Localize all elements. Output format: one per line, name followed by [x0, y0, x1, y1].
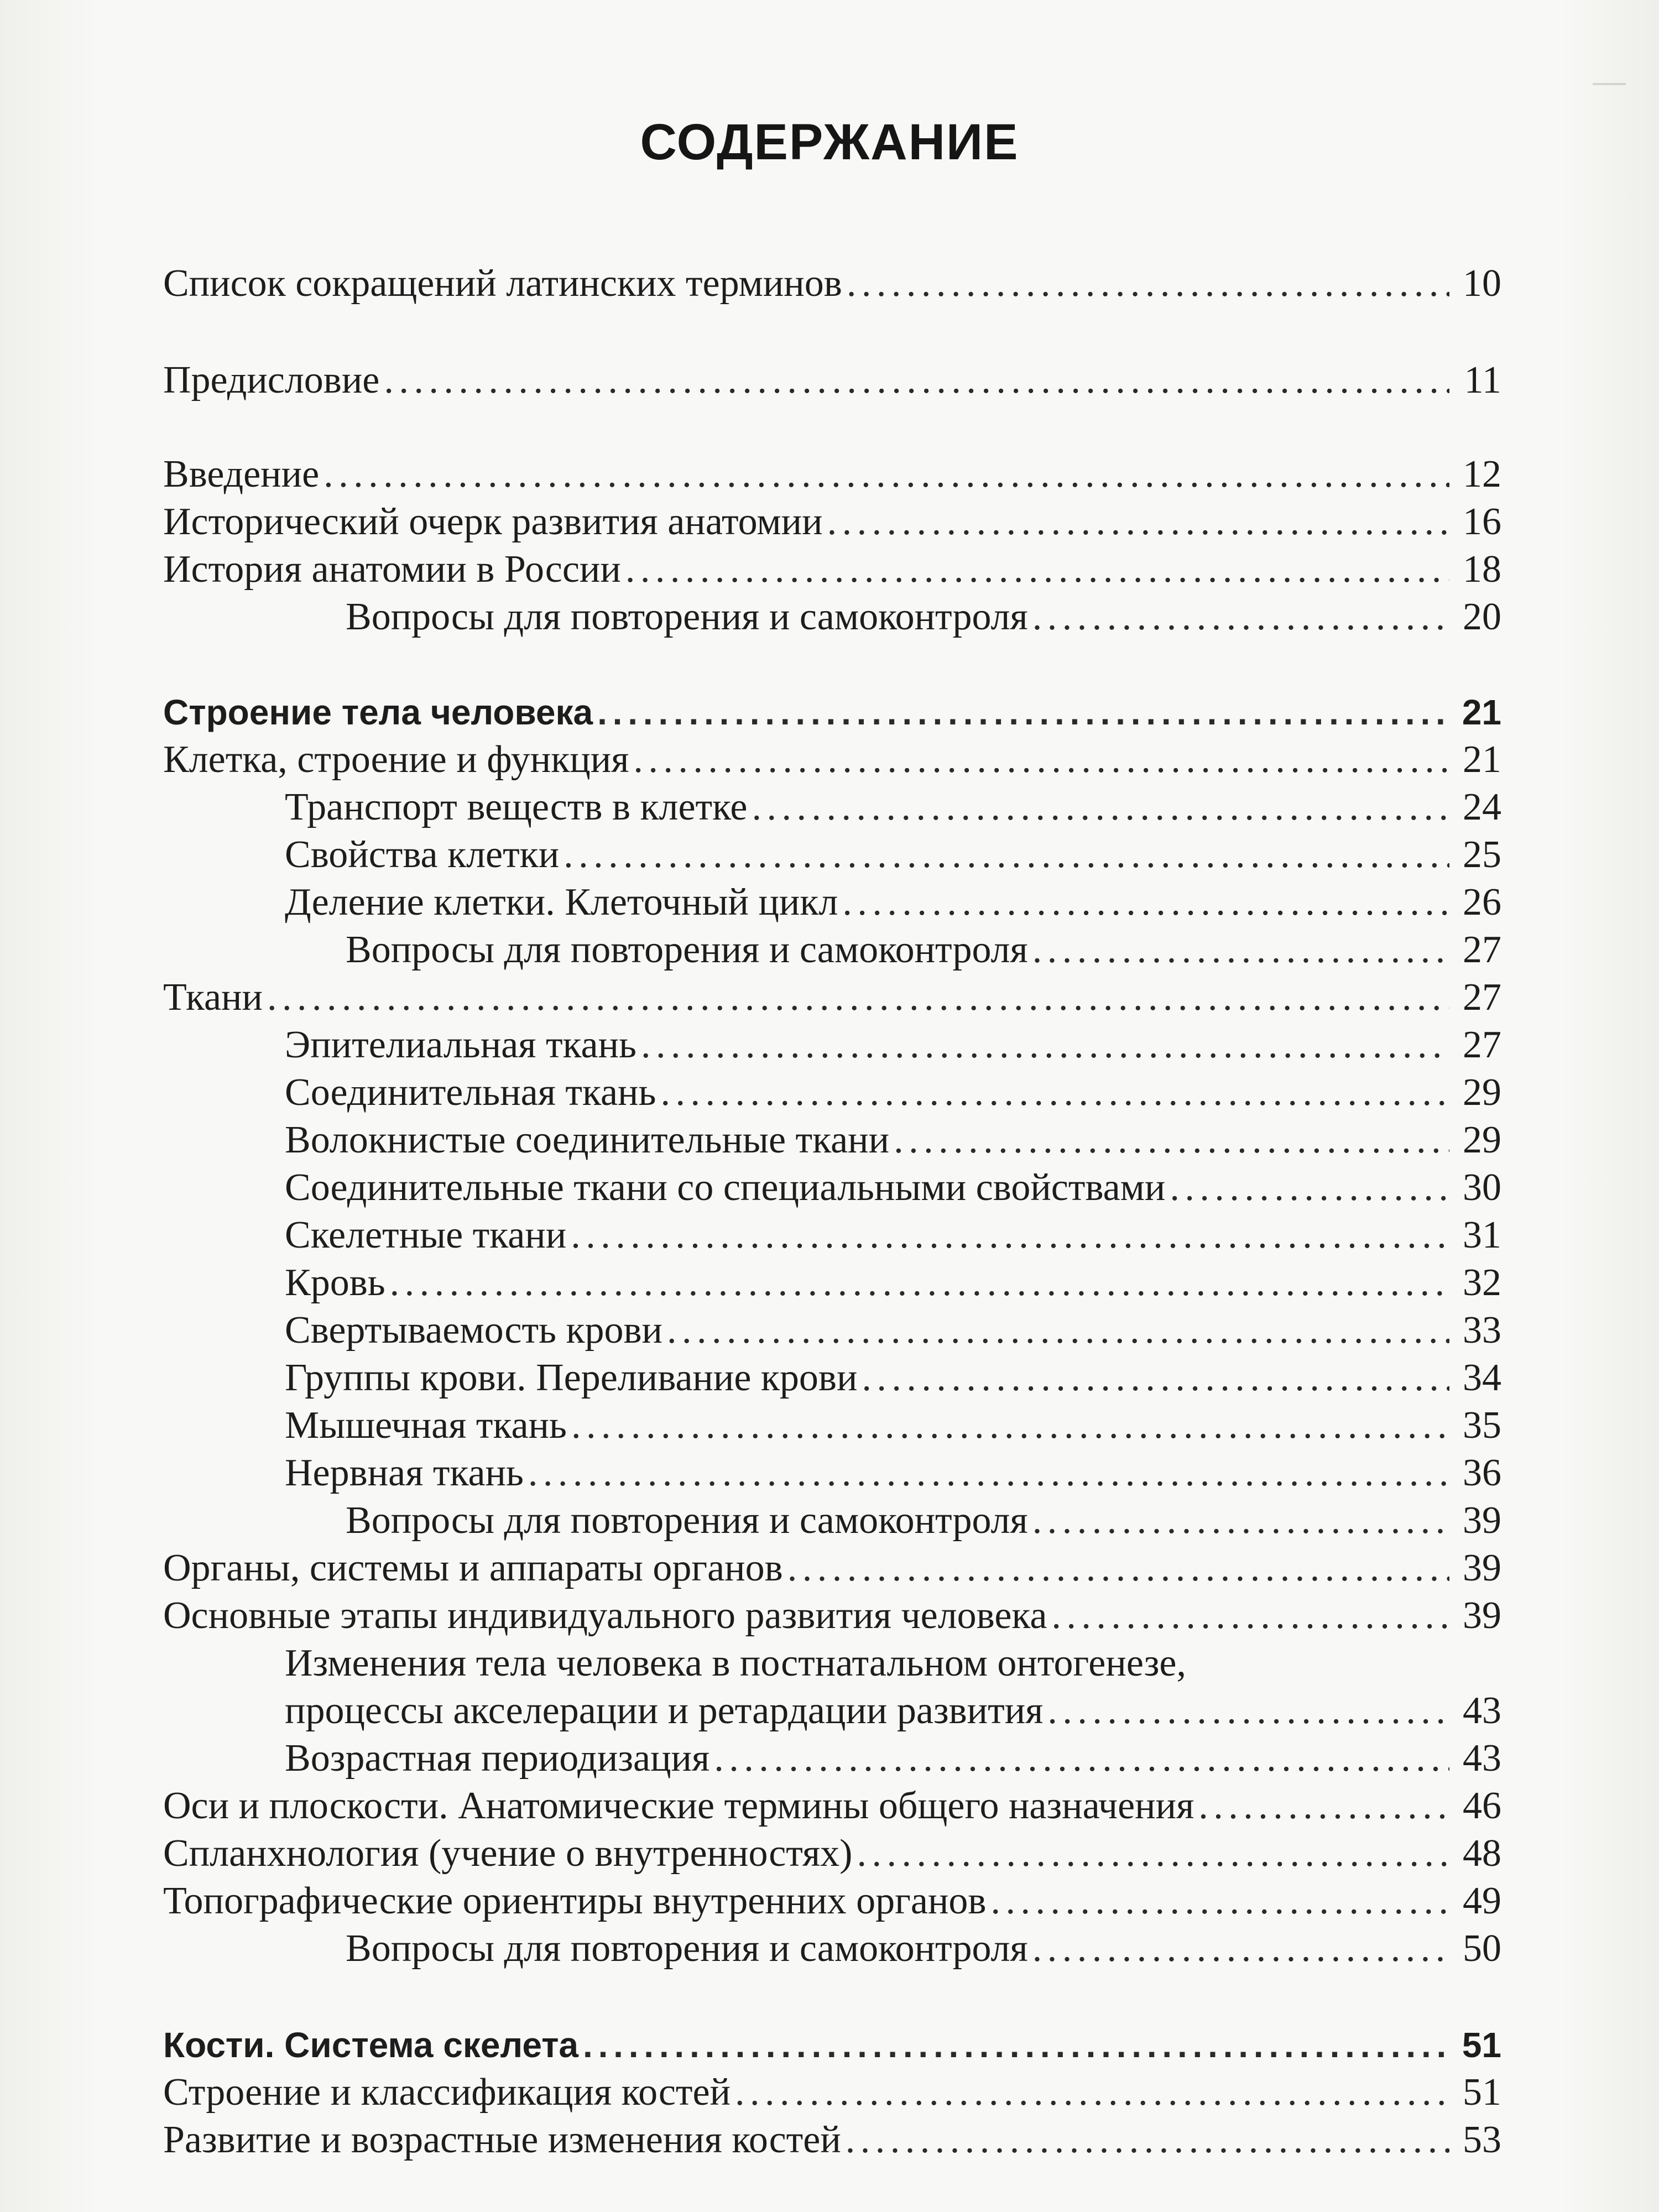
dot-leader — [597, 688, 1449, 736]
toc-entry-page: 31 — [1463, 1214, 1501, 1256]
toc-entry-label: Органы, системы и аппараты органов — [163, 1547, 783, 1589]
toc-entry-label: Вопросы для повторения и самоконтроля — [346, 1499, 1028, 1542]
toc-entry[interactable] — [163, 1877, 1501, 1925]
toc-entry-label: Деление клетки. Клеточный цикл — [285, 881, 838, 924]
dot-leader — [990, 1877, 1449, 1925]
toc-entry[interactable] — [285, 1021, 1501, 1069]
toc-entry-label: Ткани — [163, 976, 263, 1019]
dot-leader — [862, 1354, 1449, 1402]
dot-leader — [894, 1117, 1449, 1164]
toc-entry-page: 39 — [1463, 1499, 1501, 1542]
toc-entry[interactable] — [346, 1497, 1501, 1545]
toc-entry-label: Основные этапы индивидуального развития человека — [163, 1594, 1047, 1637]
toc-entry-page: 16 — [1463, 500, 1501, 543]
toc-entry-page: 39 — [1463, 1594, 1501, 1637]
toc-entry-page: 53 — [1463, 2119, 1501, 2161]
dot-leader — [847, 260, 1449, 307]
toc-entry-page: 21 — [1462, 692, 1501, 732]
toc-entry[interactable] — [285, 1307, 1501, 1354]
dot-leader — [846, 2116, 1449, 2164]
toc-entry-page: 43 — [1463, 1689, 1501, 1732]
toc-entry-label: Вопросы для повторения и самоконтроля — [346, 596, 1028, 638]
toc-entry-page: 29 — [1463, 1119, 1501, 1161]
toc-entry[interactable] — [285, 1687, 1501, 1735]
toc-entry-label: Кровь — [285, 1261, 385, 1304]
dot-leader — [735, 2069, 1449, 2116]
toc-entry-label: Соединительная ткань — [285, 1071, 656, 1114]
toc-entry[interactable] — [163, 1830, 1501, 1877]
toc-entry[interactable] — [163, 451, 1501, 498]
toc-entry-page: 34 — [1463, 1357, 1501, 1399]
dot-leader — [660, 1069, 1449, 1117]
toc-entry[interactable] — [285, 1354, 1501, 1402]
toc-entry[interactable] — [346, 926, 1501, 974]
toc-entry-page: 20 — [1463, 596, 1501, 638]
toc-entry[interactable] — [285, 1402, 1501, 1449]
toc-entry-label: Клетка, строение и функция — [163, 738, 629, 781]
toc-entry-page: 12 — [1463, 453, 1501, 495]
toc-entry[interactable] — [163, 1782, 1501, 1830]
toc-entry[interactable] — [346, 593, 1501, 641]
dot-leader — [571, 1212, 1449, 1259]
toc-entry-page: 39 — [1463, 1547, 1501, 1589]
toc-entry-label: Кости. Система скелета — [163, 2025, 578, 2065]
toc-entry[interactable] — [163, 688, 1501, 736]
toc-entry-page: 18 — [1463, 548, 1501, 591]
toc-entry-label: Вопросы для повторения и самоконтроля — [346, 928, 1028, 971]
toc-entry-page: 27 — [1463, 928, 1501, 971]
dot-leader — [528, 1449, 1449, 1497]
toc-entry[interactable] — [285, 1449, 1501, 1497]
toc-entry-label: История анатомии в России — [163, 548, 621, 591]
toc-entry[interactable] — [163, 498, 1501, 546]
toc-entry-label: Волокнистые соединительные ткани — [285, 1119, 890, 1161]
toc-entry[interactable] — [163, 2021, 1501, 2069]
toc-entry[interactable] — [163, 2069, 1501, 2116]
toc-entry-label: Исторический очерк развития анатомии — [163, 500, 823, 543]
toc-entry-page: 21 — [1463, 738, 1501, 781]
toc-entry-label: Свертываемость крови — [285, 1309, 663, 1352]
dot-leader — [1032, 1925, 1449, 1973]
dot-leader — [1170, 1164, 1449, 1212]
toc-entry-page: 11 — [1464, 359, 1501, 401]
toc-entry-label: Скелетные ткани — [285, 1214, 567, 1256]
toc-entry[interactable] — [285, 1069, 1501, 1117]
dot-leader — [324, 451, 1449, 498]
toc-entry-page: 10 — [1463, 262, 1501, 305]
toc-entry[interactable] — [285, 784, 1501, 831]
toc-entry-page: 49 — [1463, 1880, 1501, 1922]
dot-leader — [714, 1735, 1449, 1782]
dot-leader — [384, 357, 1449, 404]
toc-entry-label: Строение тела человека — [163, 692, 593, 732]
toc-entry-label: Транспорт веществ в клетке — [285, 786, 748, 828]
toc-entry-label: Мышечная ткань — [285, 1404, 567, 1447]
toc-entry-page: 51 — [1463, 2071, 1501, 2114]
toc-entry[interactable] — [285, 1212, 1501, 1259]
toc-entry-page: 48 — [1463, 1832, 1501, 1875]
page-corner-mark — [1593, 83, 1626, 102]
toc-entry[interactable] — [346, 1925, 1501, 1973]
toc-entry-label: Предисловие — [163, 359, 380, 401]
toc-entry-label: Список сокращений латинских терминов — [163, 262, 842, 305]
toc-entry-page: 24 — [1463, 786, 1501, 828]
dot-leader — [564, 831, 1449, 879]
toc-entry-page: 33 — [1463, 1309, 1501, 1352]
dot-leader — [752, 784, 1449, 831]
dot-leader — [842, 879, 1449, 926]
toc-entry[interactable] — [285, 1164, 1501, 1212]
dot-leader — [583, 2021, 1449, 2069]
toc-entry-label: Строение и классификация костей — [163, 2071, 731, 2114]
toc-entry[interactable] — [285, 879, 1501, 926]
toc-entry[interactable] — [163, 546, 1501, 593]
toc-entry-label: Спланхнология (учение о внутренностях) — [163, 1832, 853, 1875]
toc-entry[interactable] — [163, 357, 1501, 404]
toc-entry[interactable] — [285, 1259, 1501, 1307]
toc-entry-page: 51 — [1462, 2025, 1501, 2065]
toc-entry-label: Топографические ориентиры внутренних органов — [163, 1880, 987, 1922]
dot-leader — [641, 1021, 1449, 1069]
dot-leader — [857, 1830, 1449, 1877]
dot-leader — [1032, 593, 1449, 641]
toc-entry-page: 35 — [1463, 1404, 1501, 1447]
dot-leader — [571, 1402, 1449, 1449]
toc-entry-page: 27 — [1463, 976, 1501, 1019]
toc-entry-page: 50 — [1463, 1927, 1501, 1970]
toc-entry-page: 29 — [1463, 1071, 1501, 1114]
dot-leader — [390, 1259, 1449, 1307]
toc-entry[interactable] — [285, 1117, 1501, 1164]
toc-entry-label: Свойства клетки — [285, 833, 560, 876]
toc-entry-label: Развитие и возрастные изменения костей — [163, 2119, 841, 2161]
dot-leader — [827, 498, 1449, 546]
toc-entry[interactable] — [163, 1545, 1501, 1592]
toc-entry-label: Эпителиальная ткань — [285, 1024, 637, 1066]
toc-entry[interactable] — [163, 260, 1501, 307]
dot-leader — [633, 736, 1449, 784]
dot-leader — [267, 974, 1449, 1021]
dot-leader — [1032, 926, 1449, 974]
toc-entry-page: 25 — [1463, 833, 1501, 876]
page-title: СОДЕРЖАНИЕ — [640, 114, 1019, 170]
toc-entry-label: Нервная ткань — [285, 1452, 524, 1494]
toc-entry-page: 36 — [1463, 1452, 1501, 1494]
toc-entry-label: процессы акселерации и ретардации развития — [285, 1689, 1044, 1732]
dot-leader — [1051, 1592, 1449, 1640]
toc-entry-label: Оси и плоскости. Анатомические термины общего назначения — [163, 1785, 1194, 1827]
dot-leader — [1198, 1782, 1449, 1830]
toc-entry-continued[interactable] — [285, 1640, 1501, 1687]
toc-entry-page: 32 — [1463, 1261, 1501, 1304]
toc-entry-page: 43 — [1463, 1737, 1501, 1780]
toc-entry-label: Соединительные ткани со специальными свойствами — [285, 1166, 1166, 1209]
toc-entry[interactable] — [163, 2116, 1501, 2164]
toc-entry[interactable] — [163, 974, 1501, 1021]
toc-entry-page: 30 — [1463, 1166, 1501, 1209]
toc-entry-page: 26 — [1463, 881, 1501, 924]
toc-entry-page: 27 — [1463, 1024, 1501, 1066]
toc-entry-label: Возрастная периодизация — [285, 1737, 710, 1780]
dot-leader — [667, 1307, 1449, 1354]
dot-leader — [1047, 1687, 1449, 1735]
toc-entry-page: 46 — [1463, 1785, 1501, 1827]
toc-entry[interactable] — [163, 1592, 1501, 1640]
toc-entry[interactable] — [285, 1735, 1501, 1782]
toc-entry-label: Группы крови. Переливание крови — [285, 1357, 858, 1399]
toc-entry[interactable] — [163, 736, 1501, 784]
toc-entry-label: Изменения тела человека в постнатальном онтогенезе, — [285, 1642, 1186, 1684]
dot-leader — [625, 546, 1449, 593]
dot-leader — [787, 1545, 1449, 1592]
toc-entry[interactable] — [285, 831, 1501, 879]
toc-entry-label: Вопросы для повторения и самоконтроля — [346, 1927, 1028, 1970]
toc-entry-label: Введение — [163, 453, 320, 495]
dot-leader — [1032, 1497, 1449, 1545]
